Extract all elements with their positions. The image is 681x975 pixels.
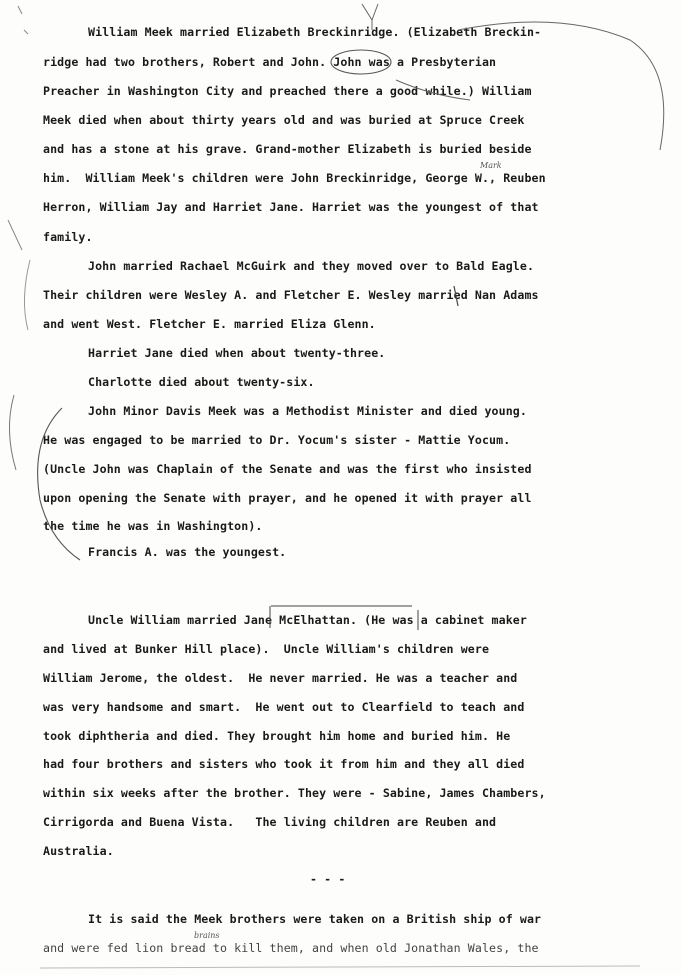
text-line: Francis A. was the youngest. <box>88 545 287 559</box>
text-line: (Uncle John was Chaplain of the Senate and was the first who insisted <box>43 462 532 476</box>
text-line: Herron, William Jay and Harriet Jane. Harriet was the youngest of that <box>43 200 539 214</box>
text-line: and lived at Bunker Hill place). Uncle William's children were <box>43 642 490 656</box>
text-line: upon opening the Senate with prayer, and he opened it with prayer all <box>43 491 532 505</box>
text-line: Meek died when about thirty years old and was buried at Spruce Creek <box>43 113 525 127</box>
text-line: had four brothers and sisters who took it from him and they all died <box>43 757 525 771</box>
text-line: He was engaged to be married to Dr. Yocum's sister - Mattie Yocum. <box>43 433 511 447</box>
text-line: John Minor Davis Meek was a Methodist Minister and died young. <box>88 404 527 418</box>
text-line: Cirrigorda and Buena Vista. The living children are Reuben and <box>43 815 497 829</box>
handwritten-annotation: brains <box>194 931 220 940</box>
text-line: him. William Meek's children were John Breckinridge, George W., Reuben <box>43 171 546 185</box>
text-line: Uncle William married Jane McElhattan. (He was a cabinet maker <box>88 613 527 627</box>
handwritten-annotation: Mark <box>480 161 502 170</box>
text-line: It is said the Meek brothers were taken on a British ship of war <box>88 912 542 926</box>
text-line: within six weeks after the brother. They were - Sabine, James Chambers, <box>43 786 546 800</box>
text-line: William Jerome, the oldest. He never married. He was a teacher and <box>43 671 518 685</box>
text-line: William Meek married Elizabeth Breckinridge. (Elizabeth Breckin- <box>88 25 542 39</box>
text-line: Preacher in Washington City and preached there a good while.) William <box>43 84 532 98</box>
text-line: ridge had two brothers, Robert and John. John was a Presbyterian <box>43 55 497 69</box>
text-line: and went West. Fletcher E. married Eliza Glenn. <box>43 317 376 331</box>
text-line: Harriet Jane died when about twenty-three. <box>88 346 386 360</box>
text-line: the time he was in Washington). <box>43 519 263 533</box>
text-line: Charlotte died about twenty-six. <box>88 375 315 389</box>
text-line: was very handsome and smart. He went out to Clearfield to teach and <box>43 700 525 714</box>
section-separator: - - - <box>310 872 346 886</box>
text-line: John married Rachael McGuirk and they moved over to Bald Eagle. <box>88 259 535 273</box>
text-line: took diphtheria and died. They brought him home and buried him. He <box>43 729 511 743</box>
text-line: Their children were Wesley A. and Fletcher E. Wesley married Nan Adams <box>43 288 539 302</box>
text-line: Australia. <box>43 844 114 858</box>
text-line: family. <box>43 230 93 244</box>
text-line: and has a stone at his grave. Grand-mother Elizabeth is buried beside <box>43 142 532 156</box>
text-line: and were fed lion bread to kill them, and when old Jonathan Wales, the <box>43 941 539 955</box>
